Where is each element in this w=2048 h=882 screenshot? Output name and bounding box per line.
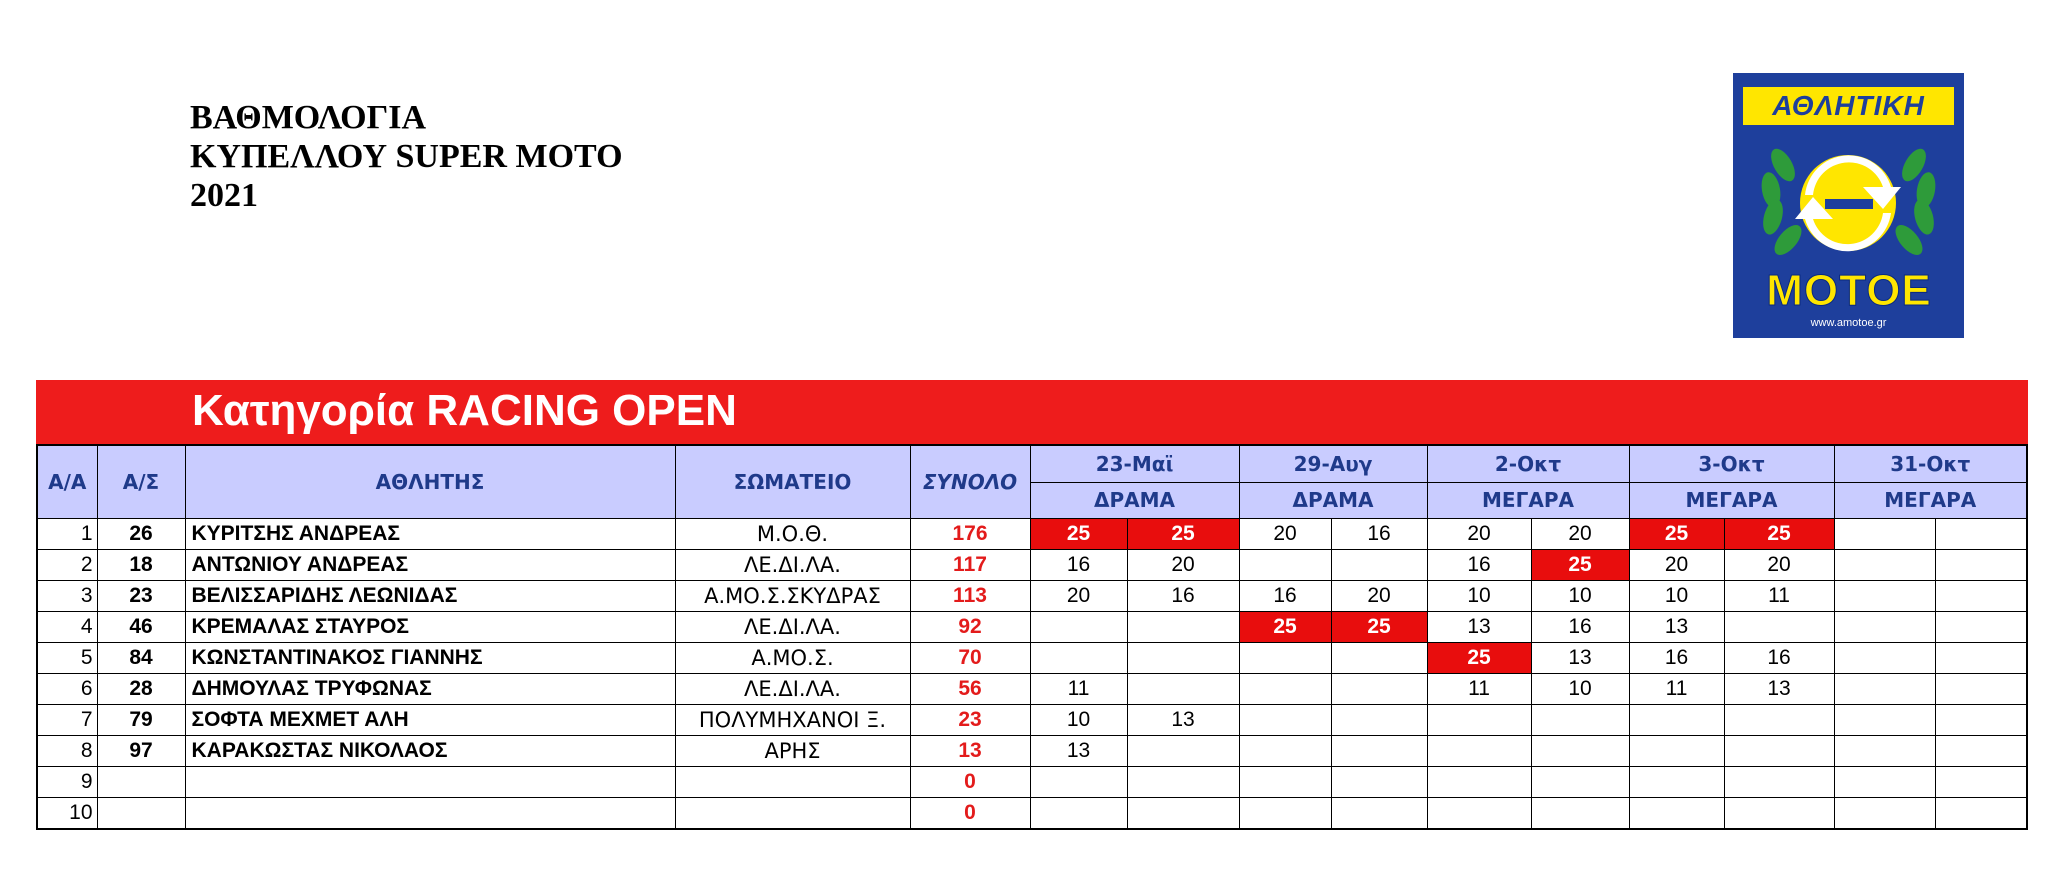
race-points-cell bbox=[1239, 643, 1331, 674]
race-points-cell: 25 bbox=[1531, 550, 1629, 581]
club-cell bbox=[675, 798, 910, 830]
race-points-cell: 13 bbox=[1531, 643, 1629, 674]
athlete-name-cell: ΣΟΦΤΑ ΜΕΧΜΕΤ ΑΛΗ bbox=[185, 705, 675, 736]
race-points-cell: 25 bbox=[1427, 643, 1531, 674]
race-points-cell: 13 bbox=[1030, 736, 1127, 767]
race-points-cell: 10 bbox=[1531, 581, 1629, 612]
rider-number-cell: 28 bbox=[97, 674, 185, 705]
race-points-cell bbox=[1127, 767, 1239, 798]
position-cell: 3 bbox=[37, 581, 97, 612]
race-points-cell bbox=[1239, 736, 1331, 767]
race-points-cell: 10 bbox=[1030, 705, 1127, 736]
race-points-cell bbox=[1239, 674, 1331, 705]
race-points-cell bbox=[1724, 705, 1834, 736]
event-venue: ΔΡΑΜΑ bbox=[1030, 482, 1239, 519]
table-row bbox=[37, 612, 2027, 643]
table-row bbox=[37, 736, 2027, 767]
race-points-cell bbox=[1331, 550, 1427, 581]
total-points-cell: 13 bbox=[910, 736, 1030, 767]
category-title: Κατηγορία RACING OPEN bbox=[192, 386, 737, 435]
rider-number-cell: 79 bbox=[97, 705, 185, 736]
title-line-3: 2021 bbox=[190, 177, 258, 214]
race-points-cell bbox=[1030, 612, 1127, 643]
position-cell: 9 bbox=[37, 767, 97, 798]
table-row bbox=[37, 674, 2027, 705]
rider-number-cell bbox=[97, 767, 185, 798]
race-points-cell: 11 bbox=[1724, 581, 1834, 612]
federation-logo bbox=[1733, 73, 1964, 338]
race-points-cell: 16 bbox=[1531, 612, 1629, 643]
athlete-name-cell bbox=[185, 798, 675, 830]
race-points-cell bbox=[1834, 736, 1935, 767]
club-cell: ΑΡΗΣ bbox=[675, 736, 910, 767]
race-points-cell bbox=[1724, 736, 1834, 767]
race-points-cell bbox=[1030, 643, 1127, 674]
race-points-cell: 10 bbox=[1629, 581, 1724, 612]
race-points-cell bbox=[1834, 674, 1935, 705]
position-cell: 1 bbox=[37, 519, 97, 550]
position-cell: 7 bbox=[37, 705, 97, 736]
total-points-cell: 23 bbox=[910, 705, 1030, 736]
race-points-cell bbox=[1427, 736, 1531, 767]
event-date: 3-Οκτ bbox=[1629, 445, 1834, 482]
race-points-cell bbox=[1427, 798, 1531, 830]
race-points-cell: 16 bbox=[1127, 581, 1239, 612]
race-points-cell bbox=[1239, 550, 1331, 581]
category-bar bbox=[36, 380, 2028, 444]
club-cell: ΠΟΛΥΜΗΧΑΝΟΙ Ξ. bbox=[675, 705, 910, 736]
race-points-cell: 10 bbox=[1531, 674, 1629, 705]
race-points-cell: 13 bbox=[1127, 705, 1239, 736]
race-points-cell: 25 bbox=[1331, 612, 1427, 643]
race-points-cell bbox=[1427, 767, 1531, 798]
race-points-cell bbox=[1030, 767, 1127, 798]
race-points-cell bbox=[1331, 767, 1427, 798]
rider-number-cell: 84 bbox=[97, 643, 185, 674]
rider-number-cell: 46 bbox=[97, 612, 185, 643]
header-club: ΣΩΜΑΤΕΙΟ bbox=[675, 445, 910, 519]
race-points-cell bbox=[1834, 519, 1935, 550]
race-points-cell bbox=[1834, 612, 1935, 643]
athlete-name-cell: ΔΗΜΟΥΛΑΣ ΤΡΥΦΩΝΑΣ bbox=[185, 674, 675, 705]
race-points-cell: 16 bbox=[1331, 519, 1427, 550]
race-points-cell bbox=[1935, 674, 2027, 705]
event-venue: ΔΡΑΜΑ bbox=[1239, 482, 1427, 519]
table-row bbox=[37, 767, 2027, 798]
standings-title bbox=[190, 98, 623, 215]
race-points-cell bbox=[1629, 798, 1724, 830]
header-total: ΣΥΝΟΛΟ bbox=[910, 445, 1030, 519]
race-points-cell: 20 bbox=[1239, 519, 1331, 550]
race-points-cell: 20 bbox=[1427, 519, 1531, 550]
rider-number-cell: 26 bbox=[97, 519, 185, 550]
header-as: Α/Σ bbox=[97, 445, 185, 519]
race-points-cell: 25 bbox=[1724, 519, 1834, 550]
race-points-cell bbox=[1127, 798, 1239, 830]
race-points-cell: 16 bbox=[1724, 643, 1834, 674]
race-points-cell bbox=[1239, 798, 1331, 830]
position-cell: 2 bbox=[37, 550, 97, 581]
race-points-cell bbox=[1531, 705, 1629, 736]
event-venue: ΜΕΓΑΡΑ bbox=[1427, 482, 1629, 519]
race-points-cell bbox=[1239, 705, 1331, 736]
rider-number-cell bbox=[97, 798, 185, 830]
table-row bbox=[37, 581, 2027, 612]
club-cell: ΛΕ.ΔΙ.ΛΑ. bbox=[675, 674, 910, 705]
race-points-cell bbox=[1724, 767, 1834, 798]
race-points-cell: 20 bbox=[1127, 550, 1239, 581]
race-points-cell: 20 bbox=[1531, 519, 1629, 550]
title-line-1: ΒΑΘΜΟΛΟΓΙΑ bbox=[190, 99, 427, 136]
race-points-cell: 25 bbox=[1030, 519, 1127, 550]
club-cell: ΛΕ.ΔΙ.ΛΑ. bbox=[675, 612, 910, 643]
race-points-cell bbox=[1331, 736, 1427, 767]
race-points-cell: 16 bbox=[1239, 581, 1331, 612]
race-points-cell bbox=[1834, 767, 1935, 798]
rider-number-cell: 23 bbox=[97, 581, 185, 612]
race-points-cell bbox=[1030, 798, 1127, 830]
race-points-cell bbox=[1629, 767, 1724, 798]
race-points-cell bbox=[1935, 519, 2027, 550]
position-cell: 10 bbox=[37, 798, 97, 830]
header-aa: Α/Α bbox=[37, 445, 97, 519]
total-points-cell: 70 bbox=[910, 643, 1030, 674]
race-points-cell bbox=[1834, 550, 1935, 581]
standings-table bbox=[36, 444, 2028, 830]
race-points-cell bbox=[1331, 798, 1427, 830]
race-points-cell: 25 bbox=[1239, 612, 1331, 643]
event-date: 31-Οκτ bbox=[1834, 445, 2027, 482]
total-points-cell: 0 bbox=[910, 767, 1030, 798]
race-points-cell bbox=[1834, 705, 1935, 736]
position-cell: 6 bbox=[37, 674, 97, 705]
race-points-cell: 11 bbox=[1629, 674, 1724, 705]
table-row bbox=[37, 643, 2027, 674]
race-points-cell bbox=[1834, 643, 1935, 674]
athlete-name-cell: ΒΕΛΙΣΣΑΡΙΔΗΣ ΛΕΩΝΙΔΑΣ bbox=[185, 581, 675, 612]
race-points-cell: 16 bbox=[1629, 643, 1724, 674]
total-points-cell: 56 bbox=[910, 674, 1030, 705]
race-points-cell bbox=[1935, 767, 2027, 798]
club-cell: Μ.Ο.Θ. bbox=[675, 519, 910, 550]
race-points-cell: 25 bbox=[1629, 519, 1724, 550]
race-points-cell bbox=[1127, 612, 1239, 643]
athlete-name-cell: ΚΡΕΜΑΛΑΣ ΣΤΑΥΡΟΣ bbox=[185, 612, 675, 643]
race-points-cell bbox=[1629, 705, 1724, 736]
race-points-cell bbox=[1935, 612, 2027, 643]
table-row bbox=[37, 550, 2027, 581]
rider-number-cell: 18 bbox=[97, 550, 185, 581]
race-points-cell: 20 bbox=[1331, 581, 1427, 612]
race-points-cell bbox=[1331, 674, 1427, 705]
event-date: 23-Μαϊ bbox=[1030, 445, 1239, 482]
race-points-cell bbox=[1834, 798, 1935, 830]
race-points-cell: 13 bbox=[1427, 612, 1531, 643]
position-cell: 8 bbox=[37, 736, 97, 767]
total-points-cell: 92 bbox=[910, 612, 1030, 643]
club-cell: Α.ΜΟ.Σ. bbox=[675, 643, 910, 674]
race-points-cell bbox=[1331, 643, 1427, 674]
event-venue: ΜΕΓΑΡΑ bbox=[1834, 482, 2027, 519]
logo-top-text: ΑΘΛΗΤΙΚΗ bbox=[1743, 87, 1954, 125]
race-points-cell bbox=[1331, 705, 1427, 736]
race-points-cell: 20 bbox=[1030, 581, 1127, 612]
race-points-cell: 11 bbox=[1030, 674, 1127, 705]
logo-bottom-text: ΜΟΤΟΕ bbox=[1766, 266, 1932, 315]
club-cell: Α.ΜΟ.Σ.ΣΚΥΔΡΑΣ bbox=[675, 581, 910, 612]
table-row bbox=[37, 798, 2027, 830]
header-athlete: ΑΘΛΗΤΗΣ bbox=[185, 445, 675, 519]
position-cell: 4 bbox=[37, 612, 97, 643]
standings-body bbox=[37, 519, 2027, 830]
race-points-cell bbox=[1531, 767, 1629, 798]
race-points-cell: 13 bbox=[1724, 674, 1834, 705]
race-points-cell bbox=[1935, 550, 2027, 581]
race-points-cell bbox=[1127, 736, 1239, 767]
total-points-cell: 117 bbox=[910, 550, 1030, 581]
race-points-cell bbox=[1724, 612, 1834, 643]
race-points-cell bbox=[1724, 798, 1834, 830]
table-row bbox=[37, 519, 2027, 550]
total-points-cell: 176 bbox=[910, 519, 1030, 550]
race-points-cell: 25 bbox=[1127, 519, 1239, 550]
position-cell: 5 bbox=[37, 643, 97, 674]
race-points-cell: 11 bbox=[1427, 674, 1531, 705]
race-points-cell: 20 bbox=[1629, 550, 1724, 581]
event-venue: ΜΕΓΑΡΑ bbox=[1629, 482, 1834, 519]
race-points-cell bbox=[1935, 736, 2027, 767]
race-points-cell bbox=[1427, 705, 1531, 736]
club-cell bbox=[675, 767, 910, 798]
race-points-cell bbox=[1531, 798, 1629, 830]
race-points-cell bbox=[1531, 736, 1629, 767]
athlete-name-cell bbox=[185, 767, 675, 798]
athlete-name-cell: ΚΩΝΣΤΑΝΤΙΝΑΚΟΣ ΓΙΑΝΝΗΣ bbox=[185, 643, 675, 674]
club-cell: ΛΕ.ΔΙ.ΛΑ. bbox=[675, 550, 910, 581]
race-points-cell bbox=[1935, 705, 2027, 736]
race-points-cell bbox=[1127, 674, 1239, 705]
total-points-cell: 113 bbox=[910, 581, 1030, 612]
race-points-cell bbox=[1834, 581, 1935, 612]
race-points-cell: 16 bbox=[1030, 550, 1127, 581]
title-line-2: ΚΥΠΕΛΛΟΥ SUPER MOTO bbox=[190, 138, 623, 175]
logo-url: www.amotoe.gr bbox=[1810, 317, 1887, 329]
rider-number-cell: 97 bbox=[97, 736, 185, 767]
race-points-cell: 10 bbox=[1427, 581, 1531, 612]
wreath-emblem-icon bbox=[1733, 125, 1964, 275]
race-points-cell bbox=[1935, 581, 2027, 612]
athlete-name-cell: ΑΝΤΩΝΙΟΥ ΑΝΔΡΕΑΣ bbox=[185, 550, 675, 581]
race-points-cell bbox=[1239, 767, 1331, 798]
athlete-name-cell: ΚΥΡΙΤΣΗΣ ΑΝΔΡΕΑΣ bbox=[185, 519, 675, 550]
race-points-cell bbox=[1935, 798, 2027, 830]
table-row bbox=[37, 705, 2027, 736]
total-points-cell: 0 bbox=[910, 798, 1030, 830]
race-points-cell bbox=[1935, 643, 2027, 674]
race-points-cell bbox=[1629, 736, 1724, 767]
athlete-name-cell: ΚΑΡΑΚΩΣΤΑΣ ΝΙΚΟΛΑΟΣ bbox=[185, 736, 675, 767]
race-points-cell: 16 bbox=[1427, 550, 1531, 581]
event-date: 2-Οκτ bbox=[1427, 445, 1629, 482]
event-date: 29-Αυγ bbox=[1239, 445, 1427, 482]
race-points-cell: 13 bbox=[1629, 612, 1724, 643]
race-points-cell bbox=[1127, 643, 1239, 674]
race-points-cell: 20 bbox=[1724, 550, 1834, 581]
